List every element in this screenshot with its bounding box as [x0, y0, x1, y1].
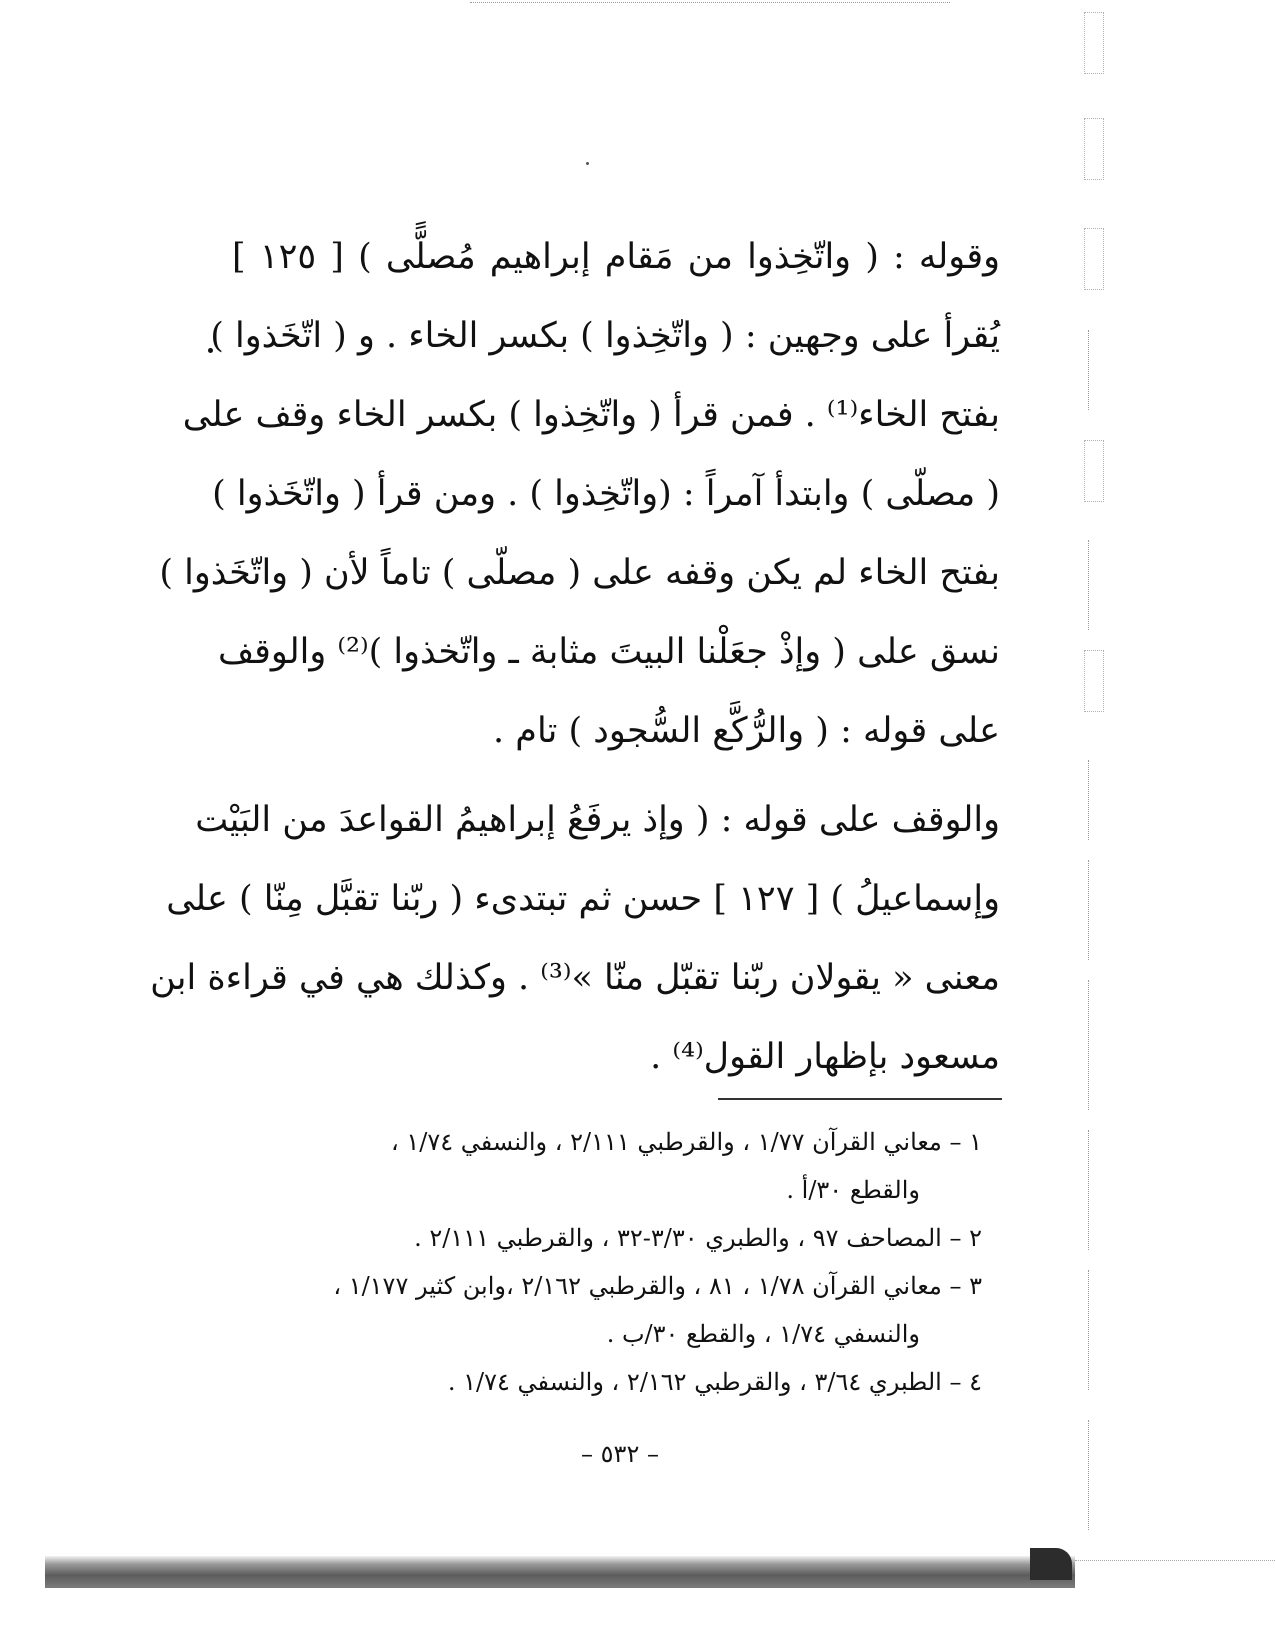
footnotes: [222, 1118, 982, 1406]
main-text-body: [150, 218, 1001, 1097]
scan-artifact-bottom: [1075, 1560, 1275, 1591]
footnote-1-continuation: والقطع ٣٠/أ .: [786, 1176, 920, 1204]
scan-edge-shadow-cap: [1030, 1548, 1072, 1580]
text-line: معنى « يقولان ربّنا تقبّل منّا »⁽³⁾ . وكذلك هي في قراءة ابن: [150, 958, 1000, 998]
text-line: وقوله : ( واتّخِذوا من مَقام إبراهيم مُصلًّى ) [ ١٢٥ ]: [232, 237, 1001, 277]
text-line: على قوله : ( والرُّكَّع السُّجود ) تام .: [493, 711, 1000, 751]
scan-edge-shadow: [45, 1556, 1075, 1588]
footnote-3: ٣ – معاني القرآن ١/٧٨ ، ٨١ ، والقرطبي ٢/١٦٢ ،وابن كثير ١/١٧٧ ،: [333, 1272, 982, 1300]
text-line: بفتح الخاء لم يكن وقفه على ( مصلّى ) تاماً لأن ( واتّخَذوا ): [159, 553, 1000, 593]
footnote-2: ٢ – المصاحف ٩٧ ، والطبري ٣/٣٠-٣٢ ، والقرطبي ٢/١١١ .: [414, 1224, 982, 1252]
text-line: والوقف على قوله : ( وإذ يرفَعُ إبراهيمُ القواعدَ من البَيْت: [195, 800, 1000, 840]
scan-speck: [586, 162, 589, 165]
text-line: وإسماعيلُ ) [ ١٢٧ ] حسن ثم تبتدىء ( ربّنا تقبَّل مِنّا ) على: [166, 879, 1000, 919]
footnote-1: ١ – معاني القرآن ١/٧٧ ، والقرطبي ٢/١١١ ، والنسفي ١/٧٤ ،: [391, 1128, 982, 1156]
footnote-divider: [718, 1098, 1002, 1100]
footnote-3-continuation: والنسفي ١/٧٤ ، والقطع ٣٠/ب .: [606, 1320, 920, 1348]
text-line: بفتح الخاء⁽¹⁾ . فمن قرأ ( واتّخِذوا ) بكسر الخاء وقف على: [182, 395, 1000, 435]
page-number: – ٥٣٢ –: [581, 1440, 659, 1468]
text-line: مسعود بإظهار القول⁽⁴⁾ .: [650, 1037, 1000, 1077]
footnote-4: ٤ – الطبري ٣/٦٤ ، والقرطبي ٢/١٦٢ ، والنسفي ١/٧٤ .: [447, 1368, 982, 1396]
scan-artifact-margin: [1128, 0, 1158, 1600]
text-line: ( مصلّى ) وابتدأ آمراً : (واتّخِذوا ) . ومن قرأ ( واتّخَذوا ): [212, 474, 1000, 514]
scan-artifact-top: [470, 2, 950, 9]
text-line: نسق على ( وإذْ جعَلْنا البيتَ مثابة ـ واتّخذوا )⁽²⁾ والوقف: [217, 632, 1000, 672]
text-line: يُقرأ على وجهين : ( واتّخِذوا ) بكسر الخاء . و ( اتّخَذوا ): [210, 316, 1000, 356]
